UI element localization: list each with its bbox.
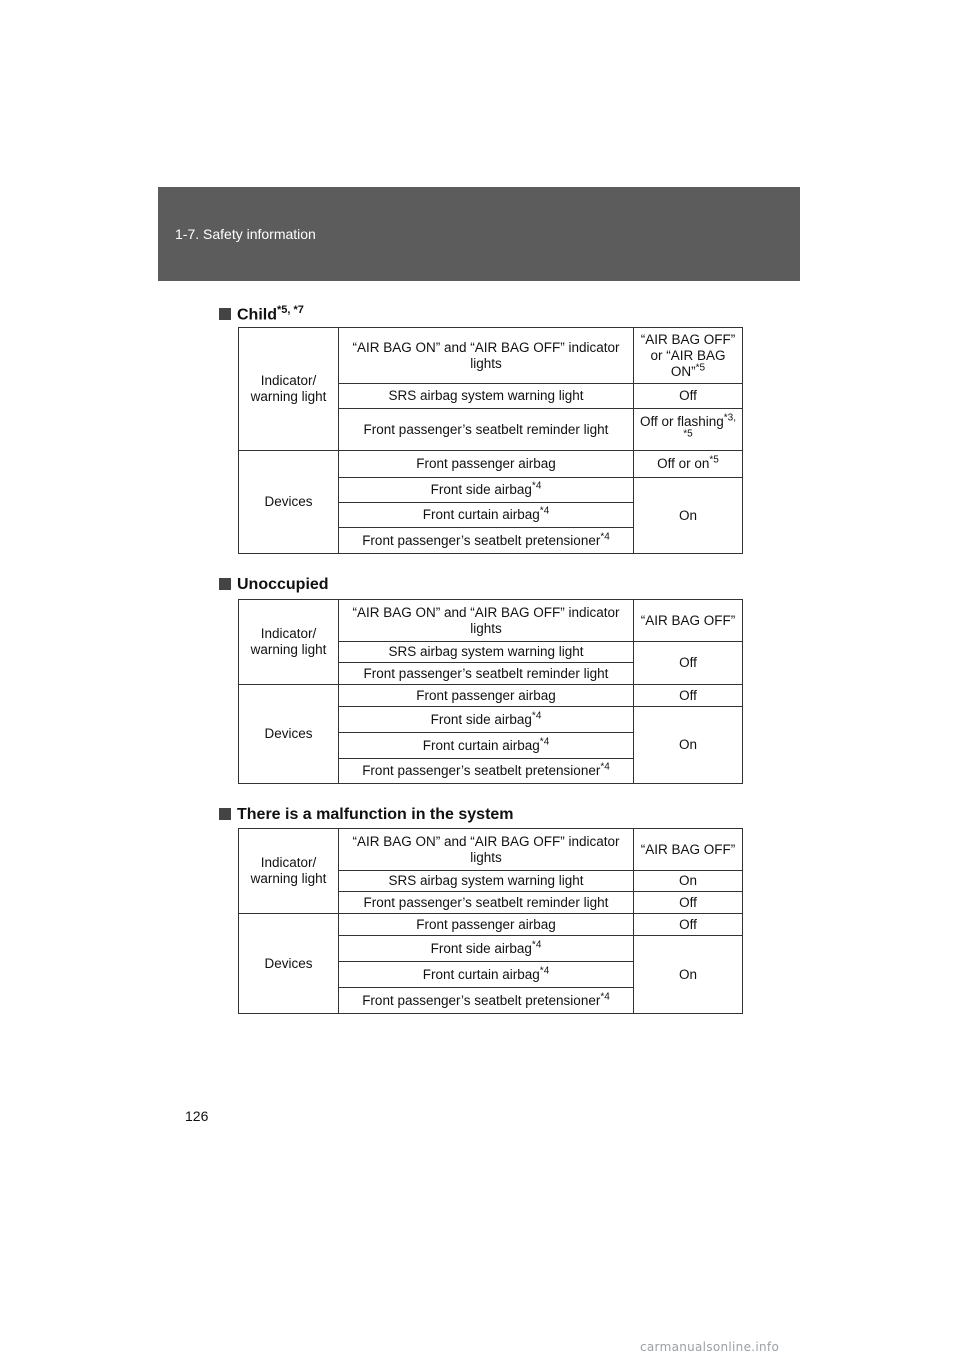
row-value: “AIR BAG OFF” [634, 600, 743, 642]
row-label: Front passenger airbag [339, 685, 634, 707]
square-bullet-icon [219, 578, 231, 590]
row-value: On [634, 871, 743, 892]
indicator-label: Indicator/ warning light [239, 328, 339, 451]
indicator-label: Indicator/ warning light [239, 600, 339, 685]
row-label: Front curtain airbag$^{*4}$ [339, 503, 634, 528]
row-value: Off [634, 642, 743, 685]
row-label: SRS airbag system warning light [339, 384, 634, 409]
devices-label: Devices [239, 685, 339, 784]
page-number: 126 [185, 1108, 209, 1124]
devices-label: Devices [239, 451, 339, 554]
heading-text: Child [237, 306, 277, 324]
section-title: 1-7. Safety information [175, 226, 316, 242]
row-value: On [634, 707, 743, 784]
section-header-bar [158, 187, 800, 281]
row-value: Off or $on^{*5}$ [634, 451, 743, 478]
row-label: Front passenger’s seatbelt pretensioner$^{*4}$ [339, 988, 634, 1014]
square-bullet-icon [219, 308, 231, 320]
row-label: SRS airbag system warning light [339, 642, 634, 663]
row-value: Off [634, 914, 743, 936]
row-label: Front passenger airbag [339, 451, 634, 478]
square-bullet-icon [219, 808, 231, 820]
row-value: Off [634, 685, 743, 707]
row-value: Off [634, 892, 743, 914]
row-label: Front passenger’s seatbelt reminder light [339, 663, 634, 685]
row-label: “AIR BAG ON” and “AIR BAG OFF” indicator lights [339, 600, 634, 642]
watermark-text: carmanualsonline.info [640, 1340, 780, 1354]
row-label: Front passenger’s seatbelt pretensioner$^{*4}$ [339, 528, 634, 554]
row-value: Off or flashing$^{*3, *5}$ [634, 409, 743, 451]
table-row [239, 685, 743, 707]
table-row [239, 829, 743, 871]
heading-text: There is a malfunction in the system [237, 806, 514, 823]
status-table-child [238, 327, 743, 554]
table-row [239, 328, 743, 384]
row-label: “AIR BAG ON” and “AIR BAG OFF” indicator lights [339, 328, 634, 384]
table-row [239, 600, 743, 642]
status-table-unoccupied [238, 599, 743, 784]
row-label: Front curtain airbag$^{*4}$ [339, 962, 634, 988]
section-heading-child [219, 304, 304, 324]
row-value: “AIR BAG OFF” [634, 829, 743, 871]
row-label: “AIR BAG ON” and “AIR BAG OFF” indicator lights [339, 829, 634, 871]
table-row [239, 914, 743, 936]
row-label: Front passenger’s seatbelt reminder light [339, 409, 634, 451]
section-heading-unoccupied [219, 576, 329, 594]
row-label: Front passenger’s seatbelt reminder light [339, 892, 634, 914]
row-label: Front passenger airbag [339, 914, 634, 936]
section-heading-malfunction [219, 806, 514, 824]
devices-label: Devices [239, 914, 339, 1014]
row-label: Front side airbag$^{*4}$ [339, 936, 634, 962]
table-row [239, 451, 743, 478]
row-label: Front curtain airbag$^{*4}$ [339, 733, 634, 759]
status-table-malfunction [238, 828, 743, 1014]
row-value: “AIR BAG OFF” or “AIR BAG ON”$^{*5}$ [634, 328, 743, 384]
row-value: Off [634, 384, 743, 409]
row-label: Front passenger’s seatbelt pretensioner$^{*4}$ [339, 759, 634, 784]
row-label: Front side airbag$^{*4}$ [339, 478, 634, 503]
heading-text: Unoccupied [237, 576, 329, 593]
heading-footnote: *5, *7 [277, 304, 304, 316]
row-label: SRS airbag system warning light [339, 871, 634, 892]
row-value: On [634, 478, 743, 554]
row-value: On [634, 936, 743, 1014]
row-label: Front side airbag$^{*4}$ [339, 707, 634, 733]
indicator-label: Indicator/ warning light [239, 829, 339, 914]
